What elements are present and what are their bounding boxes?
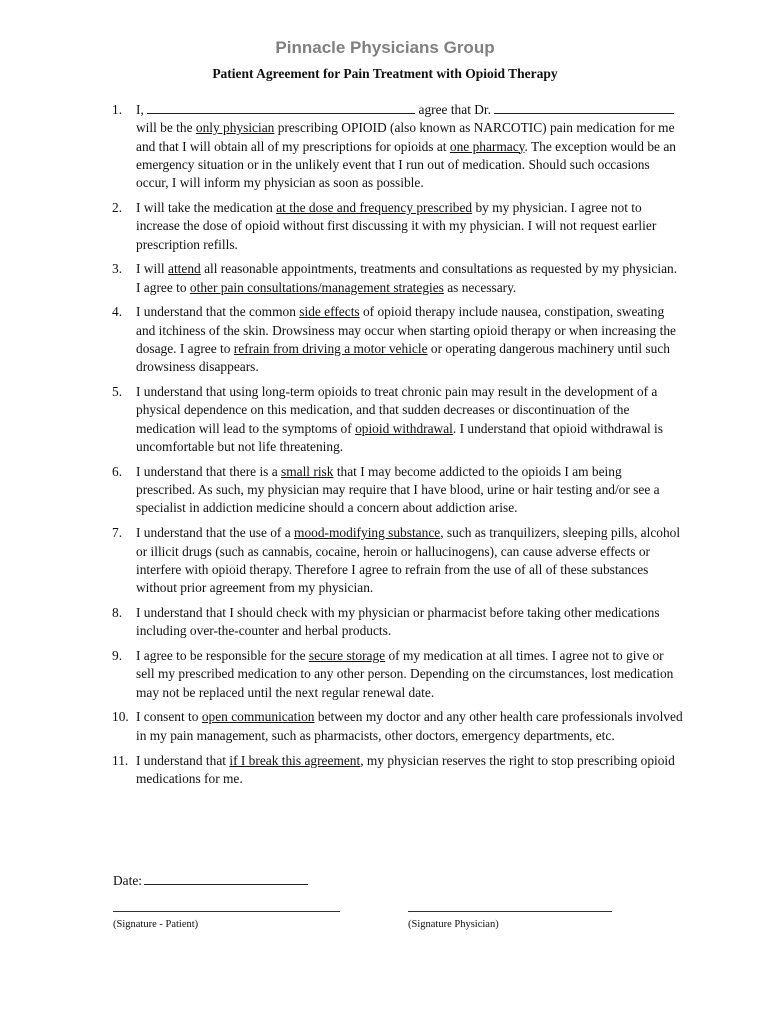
item-text: I consent to xyxy=(136,709,202,725)
underlined-text: refrain from driving a motor vehicle xyxy=(233,341,428,357)
underlined-text: one pharmacy xyxy=(449,138,525,154)
agreement-item xyxy=(112,303,684,376)
item-number: 3. xyxy=(112,261,123,277)
item-text: I understand that xyxy=(136,752,230,768)
patient-signature-line[interactable] xyxy=(113,911,340,912)
item-number: 9. xyxy=(112,648,123,664)
item-text: I understand that using long-term opioids to treat chronic pain may result in the development of a physical dependence on this medication, and that sudden decreases or discontinuation of the medication will lead to the symptoms of xyxy=(136,384,658,436)
underlined-text: side effects xyxy=(299,304,360,320)
underlined-text: at the dose and frequency prescribed xyxy=(276,199,473,215)
underlined-text: other pain consultations/management strategies xyxy=(189,279,444,295)
agreement-list xyxy=(112,101,684,795)
item-text: by my physician. I agree not to increase the dose of opioid without first discussing it with my physician. I will not request earlier prescription refills. xyxy=(136,199,657,252)
agreement-item xyxy=(112,752,684,789)
underlined-text: secure storage xyxy=(308,648,386,664)
item-text: of my medication at all times. I agree not to give or sell my prescribed medication to any other person. Depending on the circumstances, lost medication may not be replaced until the next regular renewal date. xyxy=(136,648,674,700)
item-number: 8. xyxy=(112,604,123,620)
item-number: 1. xyxy=(112,102,123,117)
item-text: of opioid therapy include nausea, constipation, sweating and itchiness of the skin. Drowsiness may occur when starting opioid therapy or when increasing the dosage. I agree to xyxy=(136,304,676,357)
item-text: I, xyxy=(136,102,148,117)
item-text: I agree to be responsible for the xyxy=(136,648,309,664)
item-text: I understand that there is a xyxy=(136,463,282,479)
agreement-item xyxy=(112,524,684,597)
agreement-item xyxy=(112,260,684,297)
date-row xyxy=(113,872,308,889)
agreement-item xyxy=(112,647,684,702)
item-number: 5. xyxy=(112,384,123,400)
agreement-item xyxy=(112,604,684,641)
item-number: 11. xyxy=(112,752,129,768)
item-text: , my physician reserves the right to stop prescribing opioid medications for me. xyxy=(136,752,675,786)
underlined-text: small risk xyxy=(281,463,334,479)
underlined-text: attend xyxy=(168,261,201,277)
item-text: I will take the medication xyxy=(136,199,277,215)
fill-in-blank[interactable] xyxy=(147,101,415,114)
item-text: prescribing OPIOID (also known as NARCOTIC) pain medication for me and that I will obtain all of my prescriptions for opioids at xyxy=(136,120,675,154)
item-text: I understand that the common xyxy=(136,304,300,320)
physician-signature-line[interactable] xyxy=(408,911,612,912)
item-number: 7. xyxy=(112,525,123,541)
agreement-item xyxy=(112,383,684,456)
item-text: agree that Dr. xyxy=(415,102,495,117)
item-text: between my doctor and any other health care professionals involved in my pain management, such as pharmacists, other doctors, emergency departments, etc. xyxy=(136,709,683,743)
item-number: 4. xyxy=(112,304,123,320)
item-text: I understand that the use of a xyxy=(136,525,295,541)
item-text: all reasonable appointments, treatments and consultations as requested by my physician. I agree to xyxy=(136,261,678,295)
patient-signature-label: (Signature - Patient) xyxy=(113,919,199,930)
item-number: 6. xyxy=(112,463,123,479)
fill-in-blank[interactable] xyxy=(494,101,674,114)
physician-signature-label: (Signature Physician) xyxy=(408,919,499,930)
agreement-item xyxy=(112,199,684,254)
underlined-text: only physician xyxy=(195,120,275,136)
agreement-item xyxy=(112,463,684,518)
date-label: Date: xyxy=(113,873,142,888)
item-text: as necessary. xyxy=(443,279,517,295)
item-number: 2. xyxy=(112,199,123,215)
organization-name: Pinnacle Physicians Group xyxy=(275,38,495,57)
date-field[interactable] xyxy=(144,872,308,885)
item-text: I will xyxy=(136,261,168,277)
item-text: will be the xyxy=(136,120,196,136)
underlined-text: mood-modifying substance xyxy=(294,525,441,541)
item-text: I understand that I should check with my physician or pharmacist before taking other medications including over-the-counter and herbal products. xyxy=(136,604,660,639)
agreement-item xyxy=(112,101,684,192)
underlined-text: opioid withdrawal xyxy=(355,420,453,436)
document-title: Patient Agreement for Pain Treatment with Opioid Therapy xyxy=(212,66,558,81)
item-text: or operating dangerous machinery until such drowsiness disappears. xyxy=(136,341,670,375)
underlined-text: open communication xyxy=(201,709,315,725)
item-text: . I understand that opioid withdrawal is uncomfortable but not life threatening. xyxy=(136,420,663,455)
item-text: , such as tranquilizers, sleeping pills, alcohol or illicit drugs (such as cannabis, cocaine, heroin or hallucinogens), can cause adverse effects or interfere with opioid therapy. Therefore I agree to refrain from the use of all of these substances without prior agreement from my physician. xyxy=(136,525,681,596)
item-text: . The exception would be an emergency situation or in the unlikely event that I run out of medication. Should such occasions occur, I will inform my physician as soon as possible. xyxy=(136,138,676,191)
underlined-text: if I break this agreement xyxy=(229,752,361,768)
item-number: 10. xyxy=(112,709,129,725)
agreement-item xyxy=(112,708,684,745)
item-text: that I may become addicted to the opioids I am being prescribed. As such, my physician may require that I have blood, urine or hair testing and/or see a specialist in addiction medicine should a concern about addiction arise. xyxy=(136,463,660,516)
